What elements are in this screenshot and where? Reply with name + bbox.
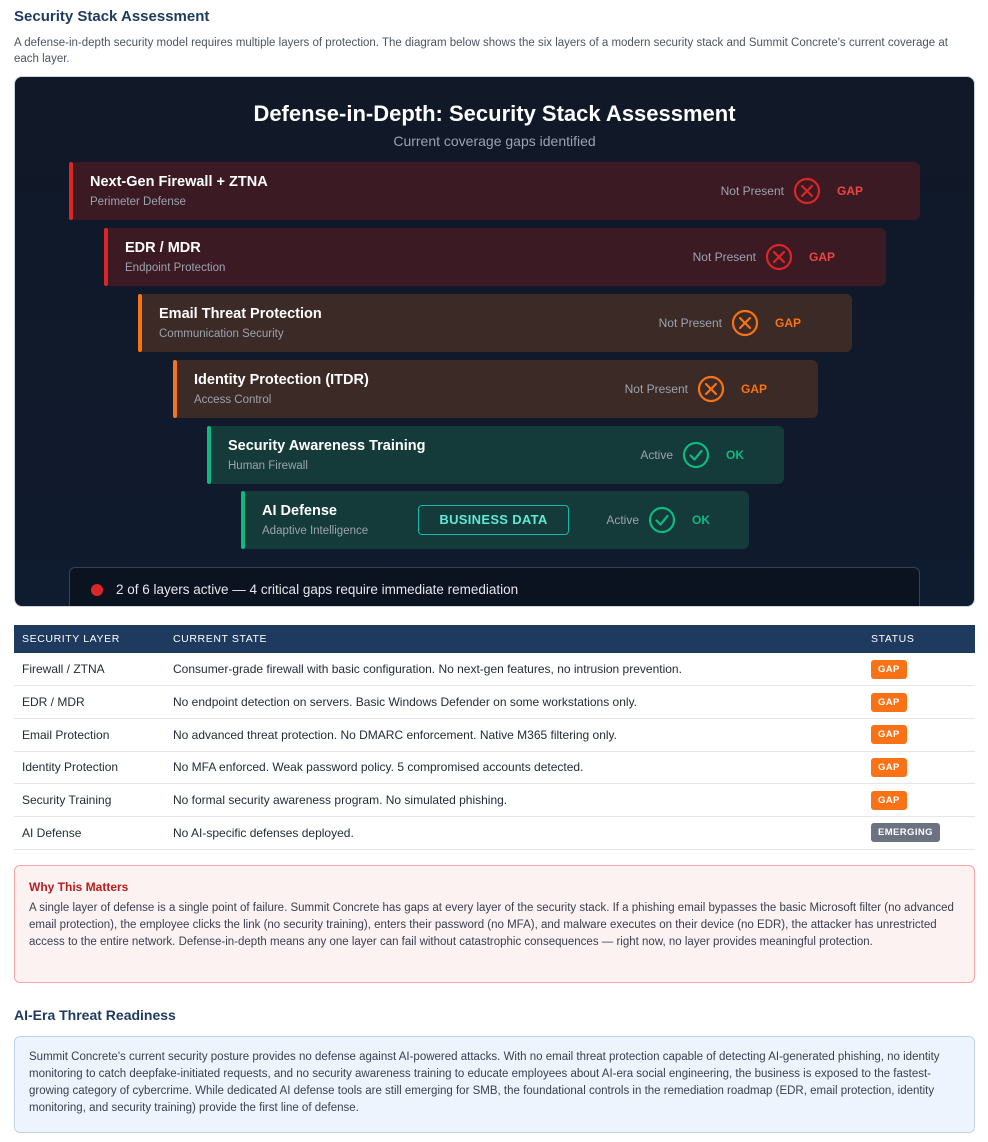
cell-state: No advanced threat protection. No DMARC enforcement. Native M365 filtering only. xyxy=(165,718,863,751)
layer-ai-defense xyxy=(241,491,749,549)
x-circle-icon xyxy=(765,243,793,271)
x-circle-icon xyxy=(793,177,821,205)
layer-subtitle: Perimeter Defense xyxy=(90,196,186,208)
x-circle-icon xyxy=(697,375,725,403)
layer-name: EDR / MDR xyxy=(125,240,201,256)
status-badge: GAP xyxy=(871,791,907,810)
readiness-body: Summit Concrete's current security posture provides no defense against AI-powered attacks. With no email threat protection capable of detecting AI-generated phishing, no identity monitoring to catch deepfake-initiated requests, and no security awareness training to educate employees about AI-era social engineering, the business is exposed to the fastest-growing category of cybercrime. While dedicated AI defense tools are still emerging for SMB, the foundational controls in the remediation roadmap (EDR, email protection, identity monitoring, and security training) provide the first line of defense. xyxy=(29,1051,940,1114)
callout-body: A single layer of defense is a single point of failure. Summit Concrete has gaps at every layer of the security stack. If a phishing email bypasses the basic Microsoft filter (no advanced email protection), the employee clicks the link (no security training), enters their password (no MFA), and malware executes on their device (no EDR), the attacker has unrestricted access to the entire network. Defense-in-depth means any one layer can fail without catastrophic consequences — right now, no layer provides meaningful protection. xyxy=(29,902,954,948)
layer-accent-bar xyxy=(173,360,177,418)
layer-subtitle: Human Firewall xyxy=(228,460,308,472)
diagram-subtitle: Current coverage gaps identified xyxy=(393,133,596,149)
table-row xyxy=(14,816,975,849)
table-row xyxy=(14,686,975,719)
table-row xyxy=(14,784,975,817)
status-badge: GAP xyxy=(871,660,907,679)
security-layer-table xyxy=(14,625,975,850)
check-circle-icon xyxy=(682,441,710,469)
layer-accent-bar xyxy=(138,294,142,352)
layer-subtitle: Access Control xyxy=(194,394,272,406)
layer-state: Not Present xyxy=(692,250,756,264)
cell-layer: AI Defense xyxy=(14,816,165,849)
table-row xyxy=(14,751,975,784)
cell-state: No MFA enforced. Weak password policy. 5 compromised accounts detected. xyxy=(165,751,863,784)
layer-subtitle: Endpoint Protection xyxy=(125,262,226,274)
section-intro: A defense-in-depth security model requires multiple layers of protection. The diagram below shows the six layers of a modern security stack and Summit Concrete's current coverage at each layer. xyxy=(14,37,948,65)
layer-state: Not Present xyxy=(624,382,688,396)
layer-state: Not Present xyxy=(720,184,784,198)
layer-accent-bar xyxy=(207,426,211,484)
layer-firewall xyxy=(69,162,920,220)
business-data-core: BUSINESS DATA xyxy=(418,505,569,535)
layer-state: Active xyxy=(640,448,673,462)
cell-layer: Security Training xyxy=(14,784,165,817)
layer-flag: GAP xyxy=(741,382,768,396)
layer-name: AI Defense xyxy=(262,503,337,519)
layer-name: Email Threat Protection xyxy=(159,306,322,322)
layer-state: Active xyxy=(606,513,639,527)
layer-flag: OK xyxy=(692,513,710,527)
layer-identity xyxy=(173,360,818,418)
diagram-title: Defense-in-Depth: Security Stack Assessment xyxy=(253,101,736,126)
layer-flag: GAP xyxy=(837,184,864,198)
cell-status xyxy=(863,816,975,849)
status-badge: GAP xyxy=(871,725,907,744)
readiness-callout xyxy=(14,1036,975,1133)
why-this-matters-callout xyxy=(14,865,975,983)
check-circle-icon xyxy=(648,506,676,534)
cell-state: No formal security awareness program. No simulated phishing. xyxy=(165,784,863,817)
layer-training xyxy=(207,426,784,484)
header-status: STATUS xyxy=(863,625,975,653)
callout-title: Why This Matters xyxy=(29,880,129,894)
layer-subtitle: Adaptive Intelligence xyxy=(262,525,369,537)
layer-name: Next-Gen Firewall + ZTNA xyxy=(90,174,268,190)
header-current-state: CURRENT STATE xyxy=(165,625,863,653)
layer-accent-bar xyxy=(104,228,108,286)
status-badge: GAP xyxy=(871,693,907,712)
cell-status xyxy=(863,751,975,784)
cell-status xyxy=(863,784,975,817)
layer-email xyxy=(138,294,852,352)
layer-accent-bar xyxy=(69,162,73,220)
cell-layer: Email Protection xyxy=(14,718,165,751)
layer-flag: OK xyxy=(726,448,744,462)
layer-subtitle: Communication Security xyxy=(159,328,284,340)
layer-edr xyxy=(104,228,886,286)
status-badge: GAP xyxy=(871,758,907,777)
cell-layer: EDR / MDR xyxy=(14,686,165,719)
section-title: Security Stack Assessment xyxy=(14,8,210,25)
layer-accent-bar xyxy=(241,491,245,549)
coverage-summary xyxy=(69,567,920,607)
layer-flag: GAP xyxy=(775,316,802,330)
cell-status xyxy=(863,686,975,719)
table-row xyxy=(14,653,975,686)
layer-state: Not Present xyxy=(658,316,722,330)
layer-flag: GAP xyxy=(809,250,836,264)
layer-name: Identity Protection (ITDR) xyxy=(194,372,369,388)
cell-state: No endpoint detection on servers. Basic Windows Defender on some workstations only. xyxy=(165,686,863,719)
status-dot xyxy=(91,584,103,596)
readiness-title: AI-Era Threat Readiness xyxy=(14,1007,176,1023)
cell-status xyxy=(863,718,975,751)
status-badge: EMERGING xyxy=(871,823,940,842)
cell-layer: Firewall / ZTNA xyxy=(14,653,165,686)
cell-status xyxy=(863,653,975,686)
table-header-row xyxy=(14,625,975,653)
header-security-layer: SECURITY LAYER xyxy=(14,625,165,653)
layer-name: Security Awareness Training xyxy=(228,438,426,454)
summary-text: 2 of 6 layers active — 4 critical gaps require immediate remediation xyxy=(116,582,519,597)
x-circle-icon xyxy=(731,309,759,337)
table-row xyxy=(14,718,975,751)
cell-layer: Identity Protection xyxy=(14,751,165,784)
cell-state: No AI-specific defenses deployed. xyxy=(165,816,863,849)
defense-in-depth-diagram xyxy=(14,76,975,607)
cell-state: Consumer-grade firewall with basic configuration. No next-gen features, no intrusion prevention. xyxy=(165,653,863,686)
